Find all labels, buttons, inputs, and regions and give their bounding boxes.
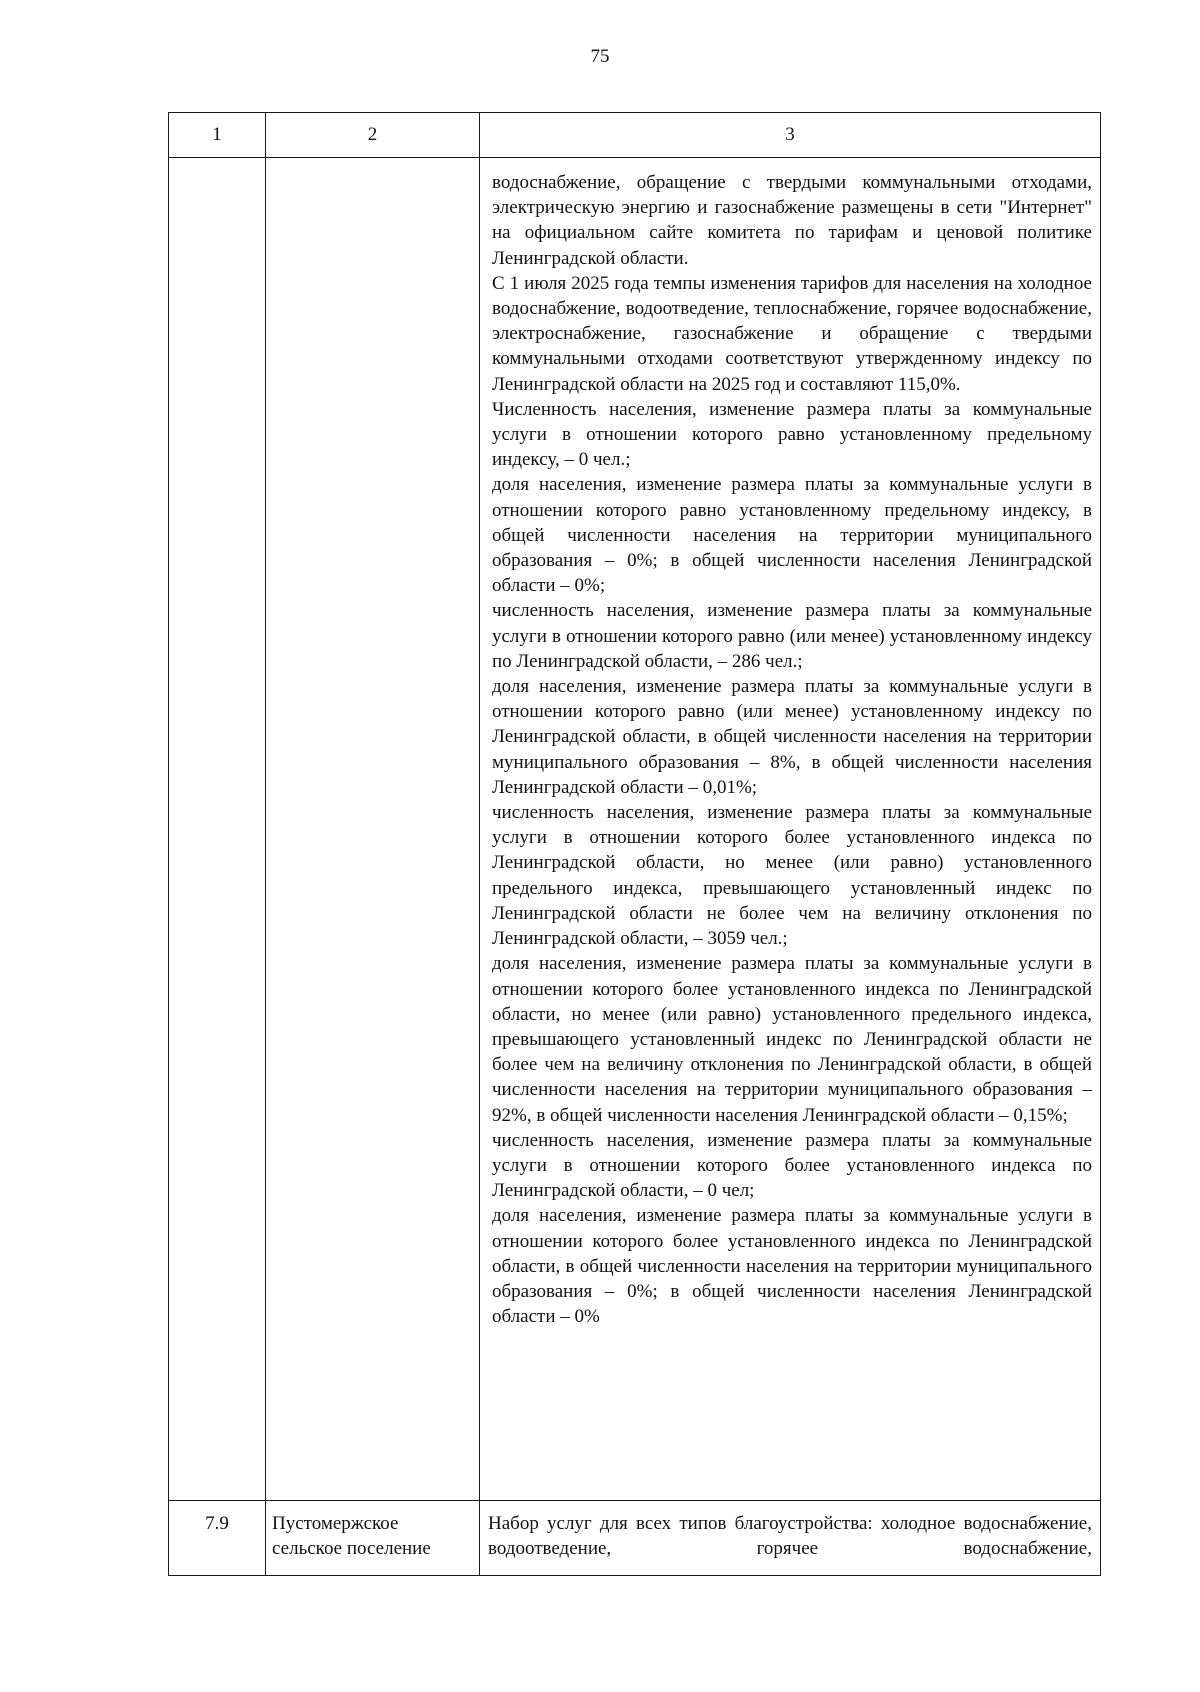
table-row-7-9 <box>169 1501 1101 1576</box>
column-header-3: 3 <box>480 113 1101 158</box>
row-number: 7.9 <box>169 1501 266 1576</box>
column-header-1: 1 <box>169 113 266 158</box>
paragraph: Набор услуг для всех типов благоустройства: холодное водоснабжение, водоотведение, горячее водоснабжение, <box>488 1513 1092 1560</box>
description-cell <box>480 1501 1101 1576</box>
paragraph: численность населения, изменение размера платы за коммунальные услуги в отношении которого более установленного индекса по Ленинградской области, – 0 чел; <box>492 1129 1092 1202</box>
paragraph: доля населения, изменение размера платы за коммунальные услуги в отношении которого более установленного индекса по Ленинградской области, в общей численности населения на территории муниципального образования – 0%; в общей численности населения Ленинградской области – 0% <box>492 1205 1092 1328</box>
paragraph: С 1 июля 2025 года темпы изменения тарифов для населения на холодное водоснабжение, водоотведение, теплоснабжение, горячее водоснабжение, электроснабжение, газоснабжение и обращение с твердыми коммунальными отходами соответствуют утвержденному индексу по Ленинградской области на 2025 год и составляют 115,0%. <box>492 272 1092 395</box>
paragraph: доля населения, изменение размера платы за коммунальные услуги в отношении которого равно (или менее) установленному индексу по Ленинградской области, в общей численности населения на территории муниципального образования – 8%, в общей численности населения Ленинградской области – 0,01%; <box>492 676 1092 798</box>
number-cell-empty <box>169 158 266 1501</box>
column-header-2: 2 <box>266 113 480 158</box>
paragraph: численность населения, изменение размера платы за коммунальные услуги в отношении которого равно (или менее) установленному индексу по Ленинградской области, – 286 чел.; <box>492 600 1092 672</box>
name-cell-empty <box>266 158 480 1501</box>
paragraph: доля населения, изменение размера платы за коммунальные услуги в отношении которого равно установленному предельному индексу, в общей численности населения на территории муниципального образования – 0%; в общей численности населения Ленинградской области – 0%; <box>492 474 1092 597</box>
settlement-name-line: сельское поселение <box>272 1538 431 1560</box>
paragraph: численность населения, изменение размера платы за коммунальные услуги в отношении которого более установленного индекса по Ленинградской области, но менее (или равно) установленного предельного индекса, превышающего установленный индекс по Ленинградской области не более чем на величину отклонения по Ленинградской области, – 3059 чел.; <box>492 802 1092 950</box>
table-row-continued <box>169 158 1101 1501</box>
settlement-name <box>266 1501 480 1576</box>
description-cell <box>480 158 1101 1501</box>
paragraph: Численность населения, изменение размера платы за коммунальные услуги в отношении которого равно установленному предельному индексу, – 0 чел.; <box>492 398 1092 471</box>
table-header-row <box>169 113 1101 158</box>
tariff-table <box>168 112 1101 1576</box>
page-number: 75 <box>590 46 610 67</box>
settlement-name-line: Пустомержское <box>272 1513 399 1534</box>
paragraph: доля населения, изменение размера платы за коммунальные услуги в отношении которого более установленного индекса по Ленинградской области, но менее (или равно) установленного предельного индекса, превышающего установленный индекс по Ленинградской области не более чем на величину отклонения по Ленинградской области, в общей численности населения на территории муниципального образования – 92%, в общей численности населения Ленинградской области – 0,15%; <box>492 953 1092 1126</box>
paragraph: водоснабжение, обращение с твердыми коммунальными отходами, электрическую энергию и газоснабжение размещены в сети "Интернет" на официальном сайте комитета по тарифам и ценовой политике Ленинградской области. <box>492 172 1092 269</box>
